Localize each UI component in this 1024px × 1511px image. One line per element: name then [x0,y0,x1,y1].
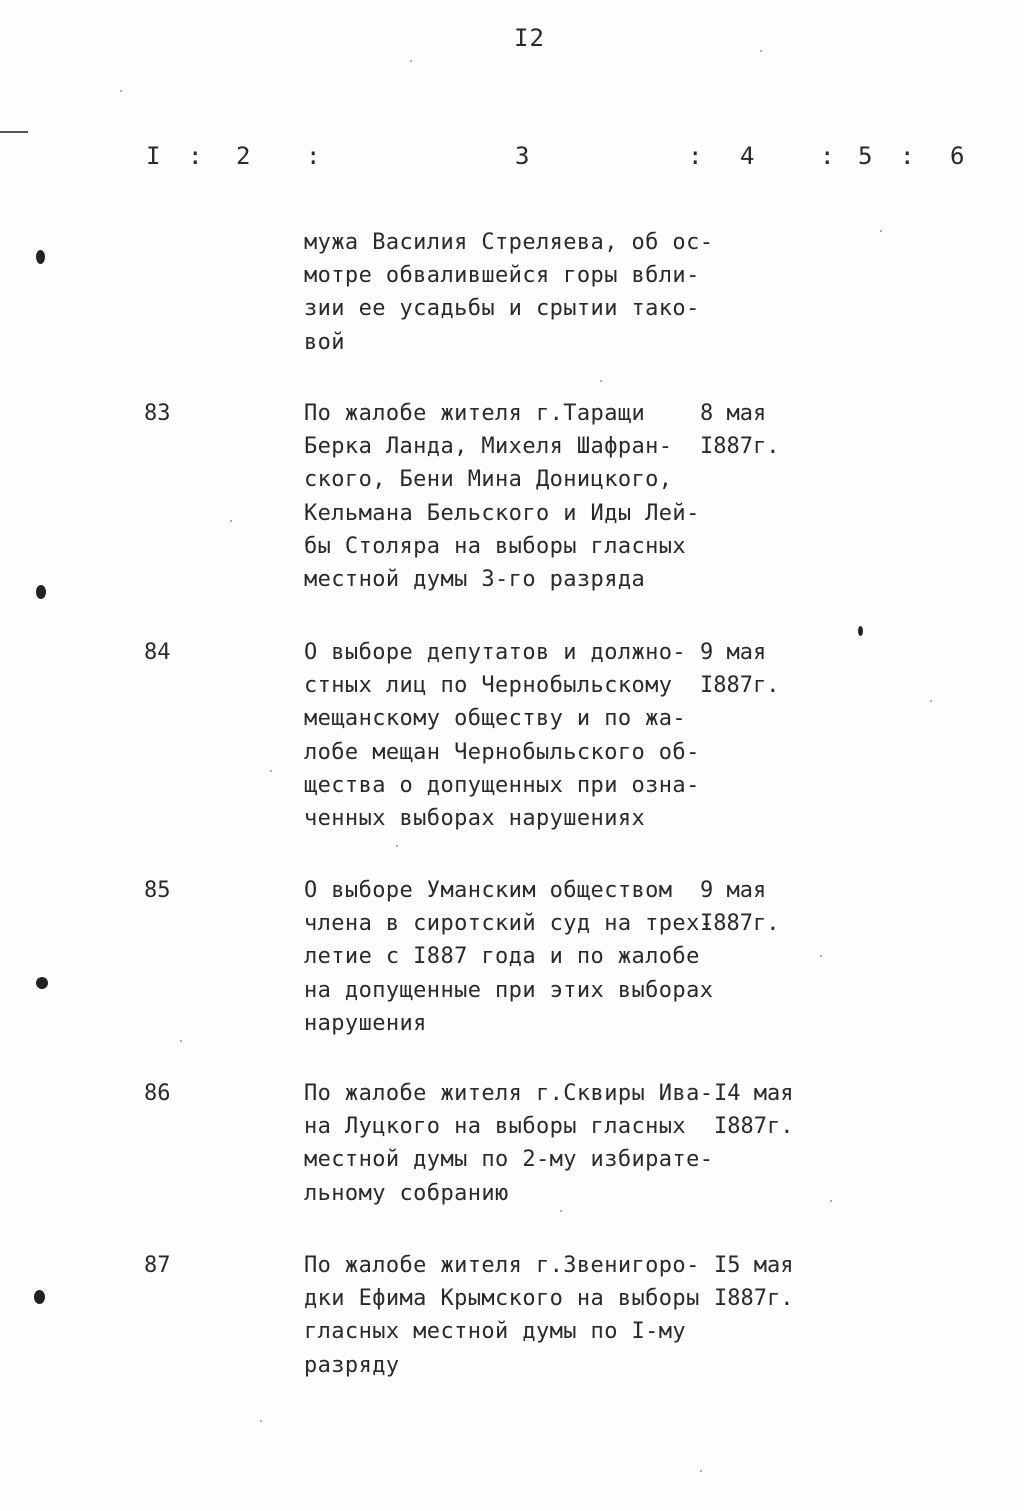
scan-speck [230,520,232,522]
text-line: летие с I887 года и по жалобе [304,944,700,970]
scan-mark [36,250,45,264]
text-line: лобе мещан Чернобыльского об- [304,739,700,765]
entry-number: 83 [144,401,171,426]
scan-speck [120,90,122,92]
entry-description [304,1249,724,1382]
date-year: I887г. [714,1114,794,1140]
text-line: мещанскому обществу и по жа- [304,706,687,732]
date-day: 9 мая [700,878,767,903]
scan-speck [396,845,398,847]
page-number: I2 [514,24,545,52]
text-line: дки Ефима Крымского на выборы [304,1286,700,1312]
scan-speck [270,770,272,772]
scan-speck [180,1040,182,1042]
scan-mark [36,585,46,599]
scan-speck [760,50,762,52]
text-line: мотре обвалившейся горы вбли- [304,263,700,289]
scan-mark [0,131,28,133]
scan-speck [700,1470,702,1472]
column-header-1: I [146,142,161,170]
date-year: I887г. [700,673,780,699]
text-line: щества о допущенных при озна- [304,772,700,798]
date-day: I5 мая [714,1253,794,1278]
column-header-6: 6 [950,142,965,170]
text-line: ченных выборах нарушениях [304,806,646,832]
text-line: местной думы 3-го разряда [304,567,646,593]
text-line: гласных местной думы по I-му [304,1319,687,1345]
text-line: вой [304,329,345,355]
text-line: мужа Василия Стреляева, об ос- [304,230,714,255]
date-day: 8 мая [700,401,767,426]
text-line: Кельмана Бельского и Иды Лей- [304,500,700,526]
text-line: По жалобе жителя г.Звенигоро- [304,1253,700,1278]
text-line: нарушения [304,1010,427,1036]
column-header-5: 5 [858,142,873,170]
date-day: I4 мая [714,1081,794,1106]
scan-speck [600,380,602,382]
entry-date [700,397,779,463]
entry-number: 85 [144,878,171,903]
scan-speck [820,955,822,957]
scan-speck [880,230,882,232]
scan-mark [36,977,48,989]
text-line: Берка Ланда, Михеля Шафран- [304,434,673,460]
text-line: местной думы по 2-му избирате- [304,1147,714,1173]
column-header-3: 3 [515,142,530,170]
column-separator: : [900,142,915,170]
text-line: зии ее усадьбы и срытии тако- [304,296,700,322]
column-header-2: 2 [236,142,251,170]
entry-description [304,636,724,835]
entry-date [714,1249,793,1315]
scan-speck [410,60,412,62]
text-line: О выборе Уманским обществом [304,878,673,903]
text-line: ского, Бени Мина Доницкого, [304,467,673,493]
text-line: члена в сиротский суд на трех- [304,911,714,937]
text-line: на допущенные при этих выборах [304,977,714,1003]
column-separator: : [306,142,321,170]
column-separator: : [188,142,203,170]
date-year: I887г. [700,434,780,460]
scan-speck [930,700,932,702]
text-line: О выборе депутатов и должно- [304,640,687,665]
scan-speck [560,1210,562,1212]
continuation-text [304,226,724,359]
text-line: бы Столяра на выборы гласных [304,533,687,559]
date-day: 9 мая [700,640,767,665]
text-line: разряду [304,1352,400,1378]
entry-date [700,636,779,702]
entry-description [304,1077,724,1210]
date-year: I887г. [714,1286,794,1312]
entry-number: 87 [144,1253,171,1278]
date-year: I887г. [700,911,780,937]
scan-mark [858,626,863,636]
scan-mark [34,1290,45,1304]
entry-description [304,397,724,596]
entry-date [700,874,779,940]
entry-description [304,874,724,1040]
entry-date [714,1077,793,1143]
column-header-4: 4 [740,142,755,170]
text-line: По жалобе жителя г.Сквиры Ива- [304,1081,714,1106]
scan-speck [830,1200,832,1202]
text-line: льному собранию [304,1180,509,1206]
column-separator: : [820,142,835,170]
scan-speck [260,1420,262,1422]
entry-number: 84 [144,640,171,665]
entry-number: 86 [144,1081,171,1106]
text-line: По жалобе жителя г.Таращи [304,401,646,426]
text-line: стных лиц по Чернобыльскому [304,673,673,699]
text-line: на Луцкого на выборы гласных [304,1114,687,1140]
column-separator: : [688,142,703,170]
